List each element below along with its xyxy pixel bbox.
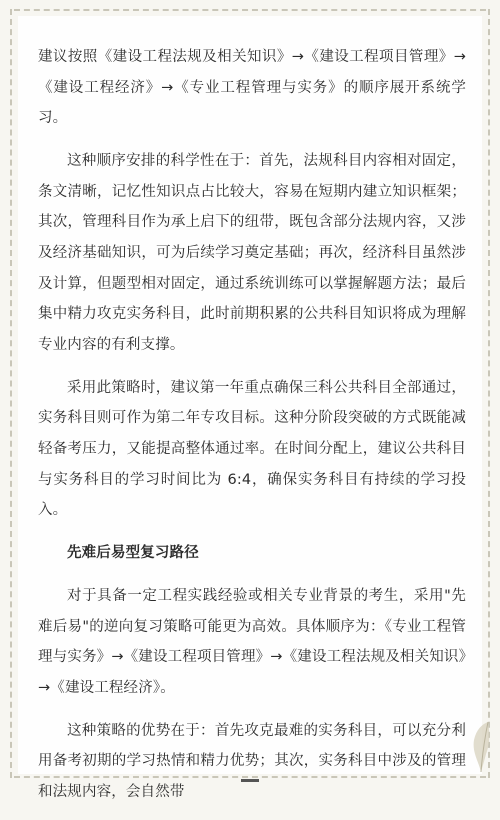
page-border-top [14,9,486,11]
paragraph-continuation: 建议按照《建设工程法规及相关知识》→《建设工程项目管理》→《建设工程经济》→《专业工程管理与实务》的顺序展开系统学习。 [38,49,466,127]
leaf-decoration-icon [468,720,494,774]
document-page [18,16,482,801]
page-border-right [488,9,490,778]
paragraph-strategy-plan: 采用此策略时，建议第一年重点确保三科公共科目全部通过，实务科目则可作为第二年专攻目标。这种分阶段突破的方式既能减轻备考压力，又能提高整体通过率。在时间分配上，建议公共科目与实务科目的学习时间比为 6:4，确保实务科目有持续的学习投入。 [38,379,466,519]
paragraph-reverse-strategy: 对于具备一定工程实践经验或相关专业背景的考生，采用"先难后易"的逆向复习策略可能更为高效。具体顺序为：《专业工程管理与实务》→《建设工程项目管理》→《建设工程法规及相关知识》→《建设工程经济》。 [38,588,466,696]
page-footer-mark [241,779,259,782]
document-body [38,42,466,820]
section-heading: 先难后易型复习路径 [67,545,199,562]
page-border-left [10,9,12,778]
paragraph-scientific-order: 这种顺序安排的科学性在于：首先，法规科目内容相对固定，条文清晰，记忆性知识点占比较大，容易在短期内建立知识框架；其次，管理科目作为承上启下的纽带，既包含部分法规内容，又涉及经济基础知识，可为后续学习奠定基础；再次，经济科目虽然涉及计算，但题型相对固定，通过系统训练可以掌握解题方法；最后集中精力攻克实务科目，此时前期积累的公共科目知识将成为理解专业内容的有利支撑。 [38,153,466,353]
page-border-bottom [14,776,486,778]
paragraph-strategy-advantage: 这种策略的优势在于：首先攻克最难的实务科目，可以充分利用备考初期的学习热情和精力优势；其次，实务科目中涉及的管理和法规内容，会自然带 [38,722,466,801]
